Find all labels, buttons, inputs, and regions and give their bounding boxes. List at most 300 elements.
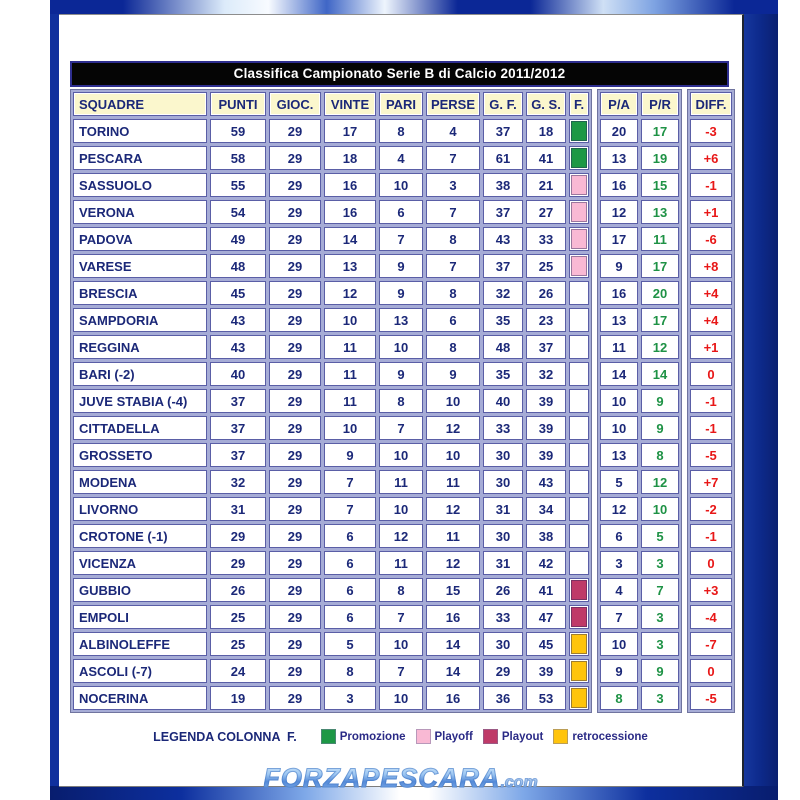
cell-pari: 6	[379, 200, 423, 224]
cell-perse: 6	[426, 308, 480, 332]
cell-pari: 8	[379, 578, 423, 602]
cell-pr: 15	[641, 173, 679, 197]
cell-pr: 3	[641, 551, 679, 575]
cell-gf: 30	[483, 443, 523, 467]
cell-pari: 7	[379, 227, 423, 251]
cell-diff: -1	[690, 416, 732, 440]
cell-pr: 10	[641, 497, 679, 521]
cell-team: VERONA	[73, 200, 207, 224]
cell-team: EMPOLI	[73, 605, 207, 629]
cell-team: REGGINA	[73, 335, 207, 359]
cell-pa: 10	[600, 632, 638, 656]
cell-f	[569, 497, 589, 521]
cell-gioc: 29	[269, 443, 321, 467]
cell-vinte: 10	[324, 308, 376, 332]
cell-gf: 31	[483, 497, 523, 521]
cell-f	[569, 173, 589, 197]
cell-pr: 14	[641, 362, 679, 386]
cell-pari: 8	[379, 389, 423, 413]
cell-gioc: 29	[269, 227, 321, 251]
cell-f	[569, 146, 589, 170]
cell-vinte: 7	[324, 497, 376, 521]
cell-diff: -1	[690, 173, 732, 197]
cell-gs: 38	[526, 524, 566, 548]
cell-vinte: 5	[324, 632, 376, 656]
cell-punti: 32	[210, 470, 266, 494]
cell-punti: 54	[210, 200, 266, 224]
cell-f	[569, 686, 589, 710]
cell-gs: 26	[526, 281, 566, 305]
cell-pari: 8	[379, 119, 423, 143]
cell-pa: 13	[600, 146, 638, 170]
cell-vinte: 6	[324, 578, 376, 602]
cell-pa: 10	[600, 416, 638, 440]
cell-pa: 12	[600, 200, 638, 224]
cell-pr: 20	[641, 281, 679, 305]
header-perse: PERSE	[426, 92, 480, 116]
cell-pa: 11	[600, 335, 638, 359]
cell-diff: -7	[690, 632, 732, 656]
cell-gs: 32	[526, 362, 566, 386]
cell-perse: 9	[426, 362, 480, 386]
cell-vinte: 6	[324, 605, 376, 629]
watermark-text: FORZAPESCARA	[263, 763, 501, 793]
cell-f	[569, 281, 589, 305]
cell-perse: 12	[426, 497, 480, 521]
cell-perse: 10	[426, 389, 480, 413]
cell-pa: 5	[600, 470, 638, 494]
cell-punti: 45	[210, 281, 266, 305]
cell-team: CROTONE (-1)	[73, 524, 207, 548]
cell-f	[569, 605, 589, 629]
cell-vinte: 7	[324, 470, 376, 494]
header-pari: PARI	[379, 92, 423, 116]
cell-pr: 9	[641, 416, 679, 440]
cell-pa: 16	[600, 173, 638, 197]
cell-vinte: 3	[324, 686, 376, 710]
cell-gf: 43	[483, 227, 523, 251]
cell-pari: 10	[379, 173, 423, 197]
cell-perse: 16	[426, 686, 480, 710]
cell-perse: 16	[426, 605, 480, 629]
frame-right-band	[744, 0, 778, 800]
cell-diff: +4	[690, 281, 732, 305]
cell-gs: 47	[526, 605, 566, 629]
cell-perse: 4	[426, 119, 480, 143]
cell-gf: 37	[483, 254, 523, 278]
cell-punti: 29	[210, 551, 266, 575]
table-panel-pa-pr	[597, 89, 682, 713]
cell-punti: 25	[210, 605, 266, 629]
cell-team: JUVE STABIA (-4)	[73, 389, 207, 413]
cell-diff: +1	[690, 200, 732, 224]
cell-vinte: 14	[324, 227, 376, 251]
cell-gs: 39	[526, 416, 566, 440]
header-gioc: GIOC.	[269, 92, 321, 116]
cell-pari: 10	[379, 335, 423, 359]
cell-punti: 43	[210, 335, 266, 359]
cell-punti: 29	[210, 524, 266, 548]
zone-swatch-promozione	[571, 148, 587, 168]
cell-gs: 39	[526, 443, 566, 467]
cell-gioc: 29	[269, 173, 321, 197]
cell-gs: 39	[526, 389, 566, 413]
cell-gioc: 29	[269, 335, 321, 359]
cell-pr: 7	[641, 578, 679, 602]
cell-gioc: 29	[269, 389, 321, 413]
cell-vinte: 11	[324, 335, 376, 359]
legend-items	[321, 729, 648, 744]
cell-diff: +7	[690, 470, 732, 494]
cell-diff: +4	[690, 308, 732, 332]
cell-gs: 23	[526, 308, 566, 332]
cell-gioc: 29	[269, 497, 321, 521]
cell-gs: 18	[526, 119, 566, 143]
cell-diff: -3	[690, 119, 732, 143]
cell-pari: 10	[379, 443, 423, 467]
cell-pr: 17	[641, 308, 679, 332]
cell-f	[569, 389, 589, 413]
cell-perse: 7	[426, 254, 480, 278]
cell-punti: 59	[210, 119, 266, 143]
cell-diff: +6	[690, 146, 732, 170]
cell-pari: 10	[379, 632, 423, 656]
cell-diff: +1	[690, 335, 732, 359]
zone-swatch-playout	[571, 607, 587, 627]
cell-gf: 30	[483, 632, 523, 656]
cell-punti: 26	[210, 578, 266, 602]
cell-team: BRESCIA	[73, 281, 207, 305]
cell-f	[569, 200, 589, 224]
cell-pa: 4	[600, 578, 638, 602]
cell-vinte: 9	[324, 443, 376, 467]
cell-gs: 42	[526, 551, 566, 575]
table-panels	[70, 89, 729, 713]
cell-punti: 19	[210, 686, 266, 710]
cell-diff: -5	[690, 443, 732, 467]
cell-gioc: 29	[269, 416, 321, 440]
cell-gf: 29	[483, 659, 523, 683]
zone-swatch-playoff	[571, 202, 587, 222]
zone-swatch-playoff	[571, 229, 587, 249]
cell-f	[569, 362, 589, 386]
cell-gioc: 29	[269, 578, 321, 602]
cell-pari: 4	[379, 146, 423, 170]
standings-table	[70, 61, 729, 713]
cell-pari: 11	[379, 470, 423, 494]
cell-gf: 48	[483, 335, 523, 359]
cell-vinte: 13	[324, 254, 376, 278]
cell-f	[569, 659, 589, 683]
cell-f	[569, 632, 589, 656]
cell-perse: 14	[426, 659, 480, 683]
cell-team: TORINO	[73, 119, 207, 143]
cell-diff: -4	[690, 605, 732, 629]
cell-diff: 0	[690, 659, 732, 683]
cell-pari: 9	[379, 281, 423, 305]
cell-vinte: 6	[324, 524, 376, 548]
cell-gf: 33	[483, 416, 523, 440]
cell-pari: 10	[379, 497, 423, 521]
cell-perse: 3	[426, 173, 480, 197]
legend-item-promozione	[321, 729, 406, 744]
cell-vinte: 8	[324, 659, 376, 683]
cell-perse: 15	[426, 578, 480, 602]
cell-pa: 17	[600, 227, 638, 251]
cell-perse: 8	[426, 227, 480, 251]
cell-pa: 9	[600, 659, 638, 683]
table-title: Classifica Campionato Serie B di Calcio 2011/2012	[70, 61, 729, 87]
cell-pr: 12	[641, 335, 679, 359]
watermark	[263, 765, 537, 792]
cell-gf: 37	[483, 200, 523, 224]
cell-vinte: 6	[324, 551, 376, 575]
cell-perse: 14	[426, 632, 480, 656]
cell-team: BARI (-2)	[73, 362, 207, 386]
cell-pari: 9	[379, 362, 423, 386]
cell-f	[569, 578, 589, 602]
cell-pa: 9	[600, 254, 638, 278]
zone-swatch-retrocessione	[571, 661, 587, 681]
cell-team: LIVORNO	[73, 497, 207, 521]
cell-gf: 32	[483, 281, 523, 305]
cell-pari: 9	[379, 254, 423, 278]
cell-pr: 11	[641, 227, 679, 251]
cell-gs: 27	[526, 200, 566, 224]
cell-perse: 7	[426, 146, 480, 170]
cell-team: SASSUOLO	[73, 173, 207, 197]
cell-gs: 41	[526, 578, 566, 602]
cell-pari: 7	[379, 605, 423, 629]
cell-gioc: 29	[269, 551, 321, 575]
cell-gs: 53	[526, 686, 566, 710]
cell-vinte: 18	[324, 146, 376, 170]
cell-gioc: 29	[269, 200, 321, 224]
cell-diff: -1	[690, 389, 732, 413]
cell-pa: 20	[600, 119, 638, 143]
cell-pa: 3	[600, 551, 638, 575]
cell-gf: 30	[483, 470, 523, 494]
cell-diff: -1	[690, 524, 732, 548]
cell-gf: 38	[483, 173, 523, 197]
cell-team: ASCOLI (-7)	[73, 659, 207, 683]
legend-item-label: Promozione	[339, 730, 406, 743]
cell-gioc: 29	[269, 659, 321, 683]
cell-gs: 37	[526, 335, 566, 359]
cell-gf: 35	[483, 308, 523, 332]
cell-gs: 45	[526, 632, 566, 656]
cell-pa: 13	[600, 308, 638, 332]
cell-pr: 9	[641, 389, 679, 413]
cell-diff: -2	[690, 497, 732, 521]
cell-f	[569, 254, 589, 278]
cell-punti: 48	[210, 254, 266, 278]
cell-team: VARESE	[73, 254, 207, 278]
cell-pari: 12	[379, 524, 423, 548]
cell-gioc: 29	[269, 254, 321, 278]
cell-pr: 9	[641, 659, 679, 683]
cell-punti: 24	[210, 659, 266, 683]
header-pr: P/R	[641, 92, 679, 116]
cell-punti: 31	[210, 497, 266, 521]
cell-gs: 43	[526, 470, 566, 494]
cell-gs: 39	[526, 659, 566, 683]
cell-punti: 25	[210, 632, 266, 656]
legend-item-label: Playoff	[434, 730, 473, 743]
cell-perse: 11	[426, 470, 480, 494]
cell-punti: 58	[210, 146, 266, 170]
cell-f	[569, 524, 589, 548]
cell-pa: 12	[600, 497, 638, 521]
header-diff: DIFF.	[690, 92, 732, 116]
cell-pari: 10	[379, 686, 423, 710]
cell-pa: 13	[600, 443, 638, 467]
frame-top-band	[50, 0, 778, 14]
frame-left-band	[50, 0, 59, 800]
cell-f	[569, 470, 589, 494]
cell-diff: -5	[690, 686, 732, 710]
cell-f	[569, 227, 589, 251]
cell-f	[569, 308, 589, 332]
cell-gs: 25	[526, 254, 566, 278]
cell-pari: 7	[379, 659, 423, 683]
cell-diff: -6	[690, 227, 732, 251]
header-punti: PUNTI	[210, 92, 266, 116]
cell-f	[569, 119, 589, 143]
cell-perse: 7	[426, 200, 480, 224]
cell-pa: 16	[600, 281, 638, 305]
cell-pr: 3	[641, 632, 679, 656]
cell-gs: 21	[526, 173, 566, 197]
header-vinte: VINTE	[324, 92, 376, 116]
cell-gioc: 29	[269, 686, 321, 710]
cell-pa: 7	[600, 605, 638, 629]
cell-team: MODENA	[73, 470, 207, 494]
cell-pa: 8	[600, 686, 638, 710]
cell-punti: 55	[210, 173, 266, 197]
cell-team: GUBBIO	[73, 578, 207, 602]
cell-gioc: 29	[269, 470, 321, 494]
legend-item-playoff	[416, 729, 473, 744]
cell-f	[569, 335, 589, 359]
cell-team: SAMPDORIA	[73, 308, 207, 332]
cell-punti: 49	[210, 227, 266, 251]
cell-perse: 8	[426, 335, 480, 359]
cell-gf: 40	[483, 389, 523, 413]
cell-vinte: 16	[324, 173, 376, 197]
cell-pr: 8	[641, 443, 679, 467]
header-f: F.	[569, 92, 589, 116]
cell-perse: 11	[426, 524, 480, 548]
cell-gs: 41	[526, 146, 566, 170]
cell-f	[569, 551, 589, 575]
cell-team: GROSSETO	[73, 443, 207, 467]
cell-pr: 13	[641, 200, 679, 224]
cell-gf: 33	[483, 605, 523, 629]
legend-item-playout	[483, 729, 544, 744]
cell-perse: 8	[426, 281, 480, 305]
cell-vinte: 11	[324, 362, 376, 386]
cell-diff: +8	[690, 254, 732, 278]
cell-gioc: 29	[269, 281, 321, 305]
zone-swatch-retrocessione	[571, 634, 587, 654]
cell-gioc: 29	[269, 605, 321, 629]
cell-gf: 37	[483, 119, 523, 143]
cell-f	[569, 416, 589, 440]
cell-pari: 13	[379, 308, 423, 332]
cell-punti: 43	[210, 308, 266, 332]
header-gf: G. F.	[483, 92, 523, 116]
zone-swatch-playoff	[571, 256, 587, 276]
cell-pa: 10	[600, 389, 638, 413]
cell-pr: 17	[641, 254, 679, 278]
cell-pa: 14	[600, 362, 638, 386]
cell-gf: 36	[483, 686, 523, 710]
cell-team: CITTADELLA	[73, 416, 207, 440]
zone-swatch-playout	[571, 580, 587, 600]
cell-perse: 12	[426, 551, 480, 575]
legend-item-retrocessione	[553, 729, 647, 744]
cell-pa: 6	[600, 524, 638, 548]
cell-pari: 11	[379, 551, 423, 575]
header-team: SQUADRE	[73, 92, 207, 116]
cell-punti: 40	[210, 362, 266, 386]
cell-perse: 10	[426, 443, 480, 467]
table-panel-main	[70, 89, 592, 713]
legend-item-label: retrocessione	[572, 730, 648, 743]
cell-gioc: 29	[269, 362, 321, 386]
zone-swatch-retrocessione	[571, 688, 587, 708]
cell-pr: 19	[641, 146, 679, 170]
cell-gioc: 29	[269, 524, 321, 548]
cell-f	[569, 443, 589, 467]
legend-swatch-playout	[483, 729, 498, 744]
cell-diff: 0	[690, 362, 732, 386]
table-panel-diff	[687, 89, 735, 713]
legend-swatch-retrocessione	[553, 729, 568, 744]
cell-gf: 35	[483, 362, 523, 386]
cell-team: PESCARA	[73, 146, 207, 170]
cell-gioc: 29	[269, 146, 321, 170]
cell-gf: 30	[483, 524, 523, 548]
cell-pari: 7	[379, 416, 423, 440]
cell-pr: 17	[641, 119, 679, 143]
header-pa: P/A	[600, 92, 638, 116]
watermark-suffix: .com	[500, 774, 538, 791]
cell-gf: 31	[483, 551, 523, 575]
cell-punti: 37	[210, 416, 266, 440]
cell-diff: 0	[690, 551, 732, 575]
cell-pr: 3	[641, 605, 679, 629]
cell-gioc: 29	[269, 632, 321, 656]
zone-swatch-promozione	[571, 121, 587, 141]
cell-team: PADOVA	[73, 227, 207, 251]
cell-vinte: 17	[324, 119, 376, 143]
cell-punti: 37	[210, 443, 266, 467]
cell-pr: 12	[641, 470, 679, 494]
zone-swatch-playoff	[571, 175, 587, 195]
cell-punti: 37	[210, 389, 266, 413]
cell-vinte: 12	[324, 281, 376, 305]
cell-vinte: 10	[324, 416, 376, 440]
cell-gioc: 29	[269, 308, 321, 332]
cell-gs: 34	[526, 497, 566, 521]
cell-perse: 12	[426, 416, 480, 440]
cell-gs: 33	[526, 227, 566, 251]
legend	[59, 729, 742, 744]
legend-swatch-promozione	[321, 729, 336, 744]
cell-pr: 5	[641, 524, 679, 548]
